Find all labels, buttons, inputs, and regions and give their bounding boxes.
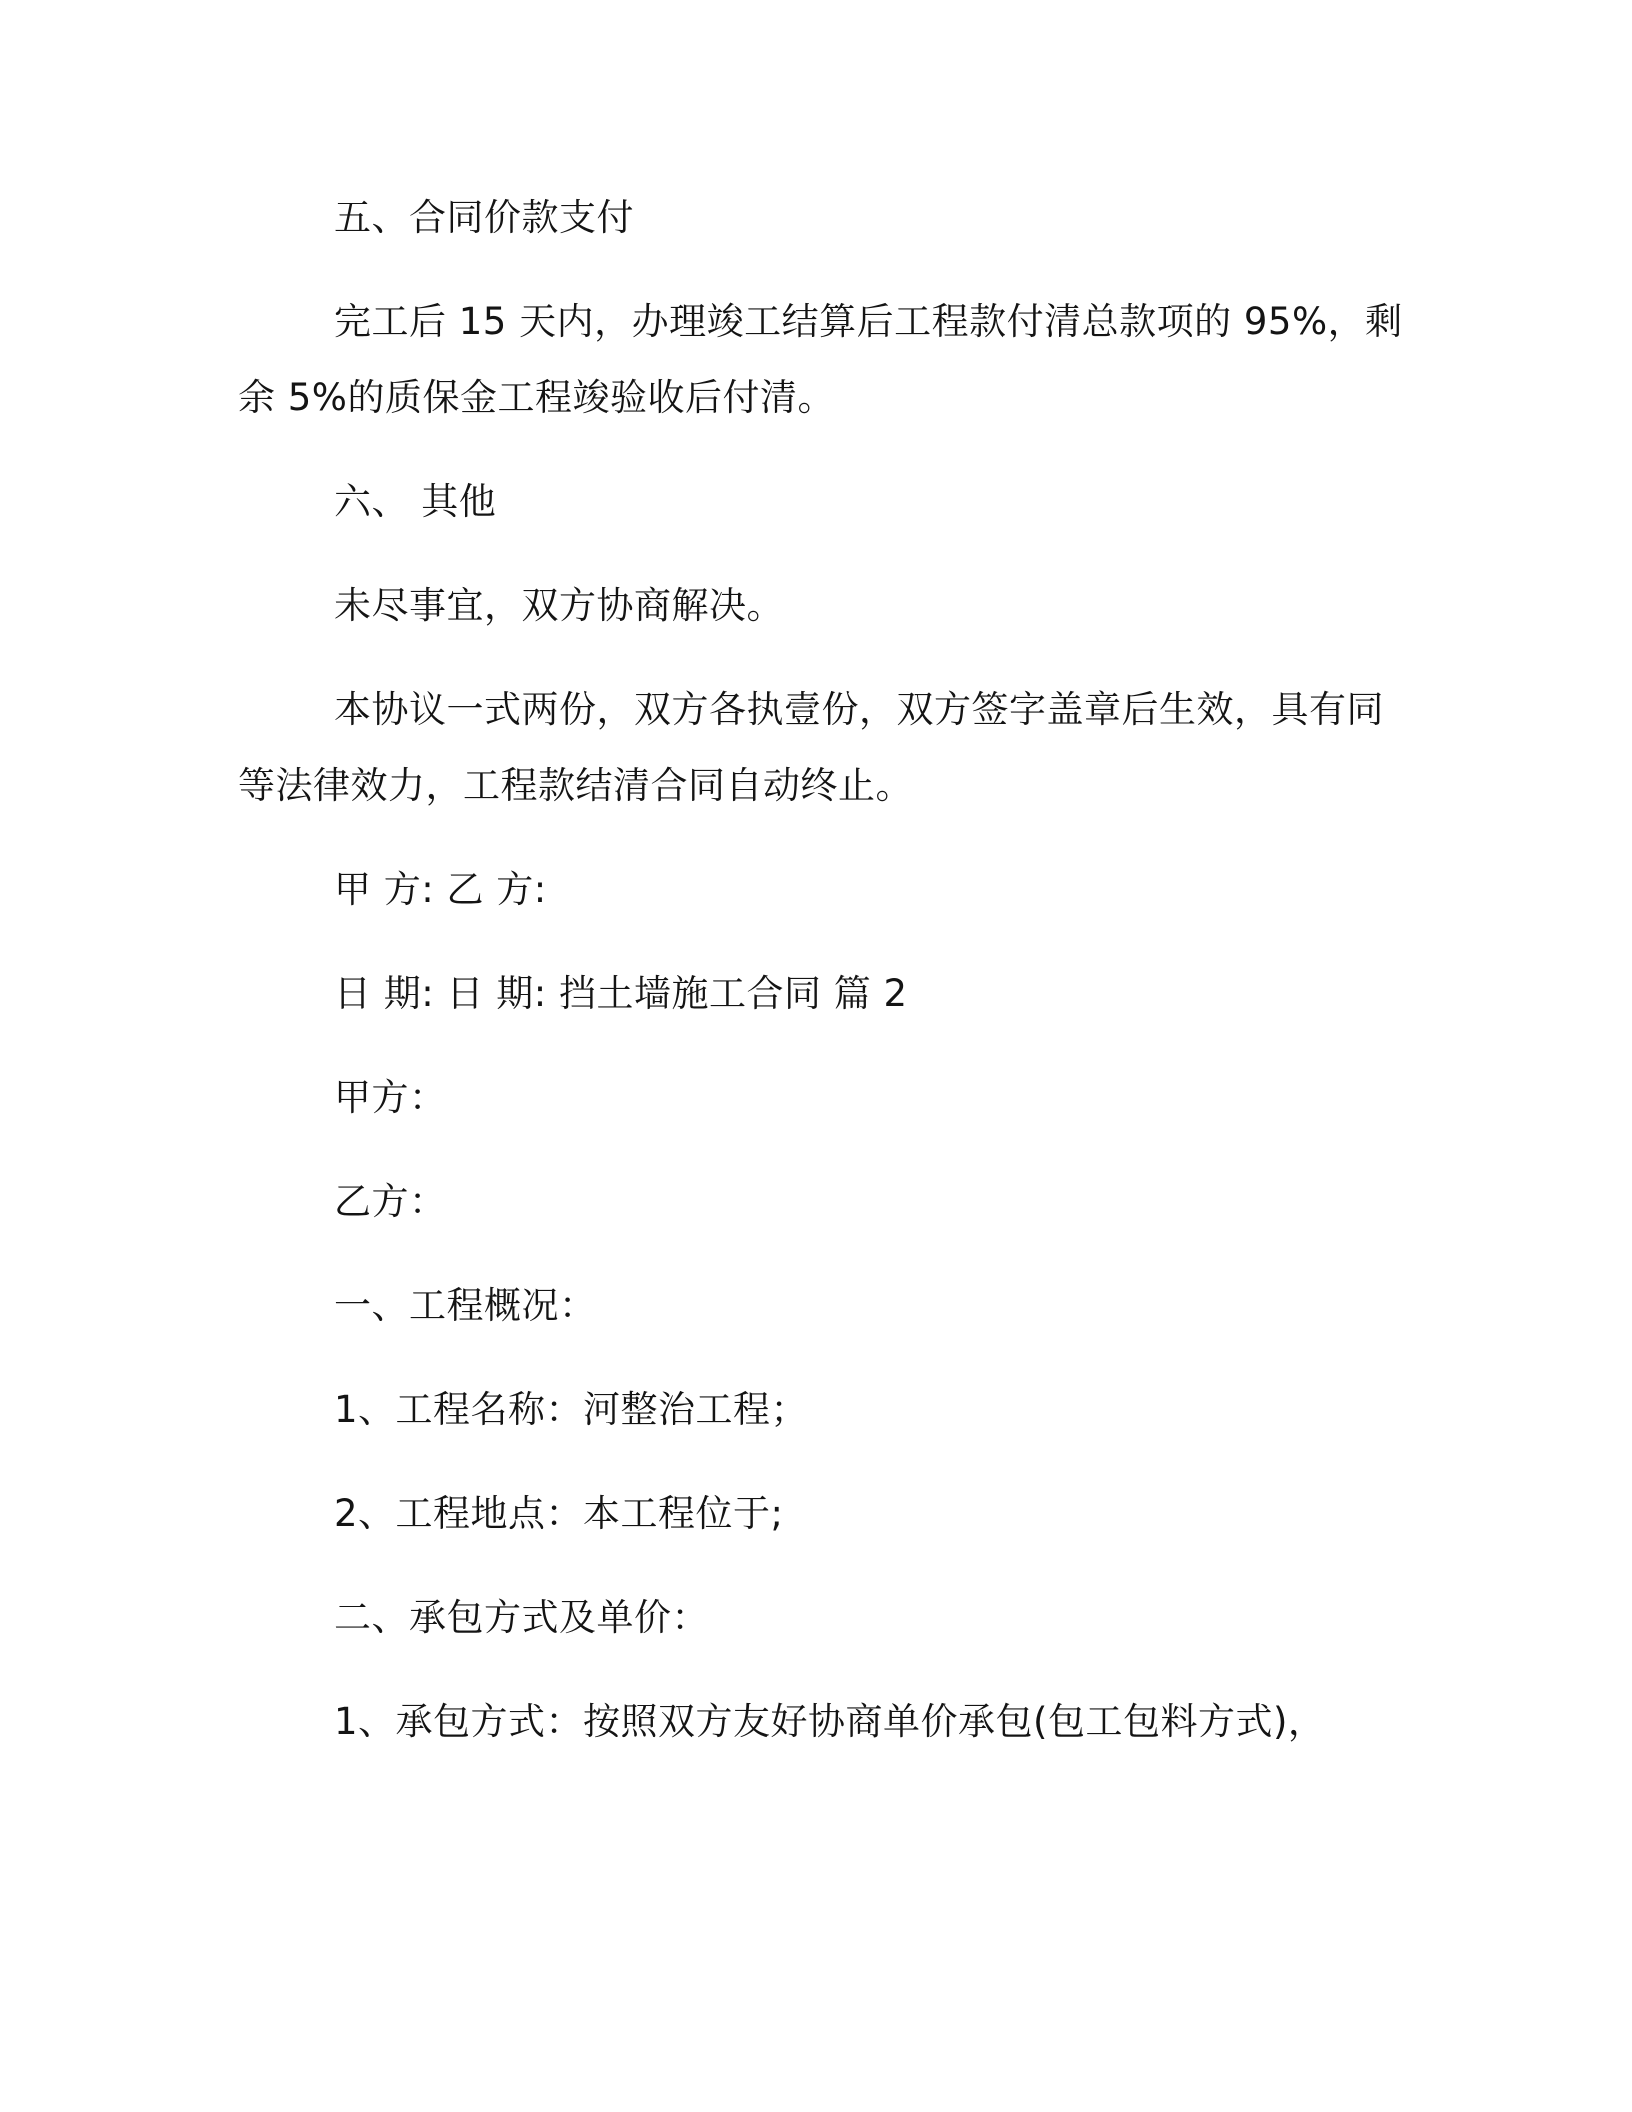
section-heading-payment: 五、合同价款支付 <box>334 196 634 239</box>
paragraph-copies-line-1: 本协议一式两份，双方各执壹份，双方签字盖章后生效，具有同 <box>334 688 1384 731</box>
project-location: 2、工程地点：本工程位于; <box>334 1492 784 1535</box>
project-name: 1、工程名称：河整治工程； <box>334 1388 809 1431</box>
paragraph-other: 未尽事宜，双方协商解决。 <box>334 584 784 627</box>
signature-parties: 甲 方: 乙 方: <box>334 868 547 911</box>
paragraph-payment-line-1: 完工后 15 天内，办理竣工结算后工程款付清总款项的 95%，剩 <box>334 300 1403 343</box>
section-heading-overview: 一、工程概况： <box>334 1284 597 1327</box>
paragraph-payment-line-2: 余 5%的质保金工程竣验收后付清。 <box>238 376 835 419</box>
signature-dates-and-title: 日 期: 日 期: 挡土墙施工合同 篇 2 <box>334 972 908 1015</box>
section-heading-other: 六、 其他 <box>334 480 497 523</box>
paragraph-copies-line-2: 等法律效力，工程款结清合同自动终止。 <box>238 764 913 807</box>
section-heading-contract-method: 二、承包方式及单价： <box>334 1596 709 1639</box>
party-b: 乙方： <box>334 1180 447 1223</box>
party-a: 甲方： <box>334 1076 447 1119</box>
contract-method: 1、承包方式：按照双方友好协商单价承包(包工包料方式)， <box>334 1700 1326 1743</box>
